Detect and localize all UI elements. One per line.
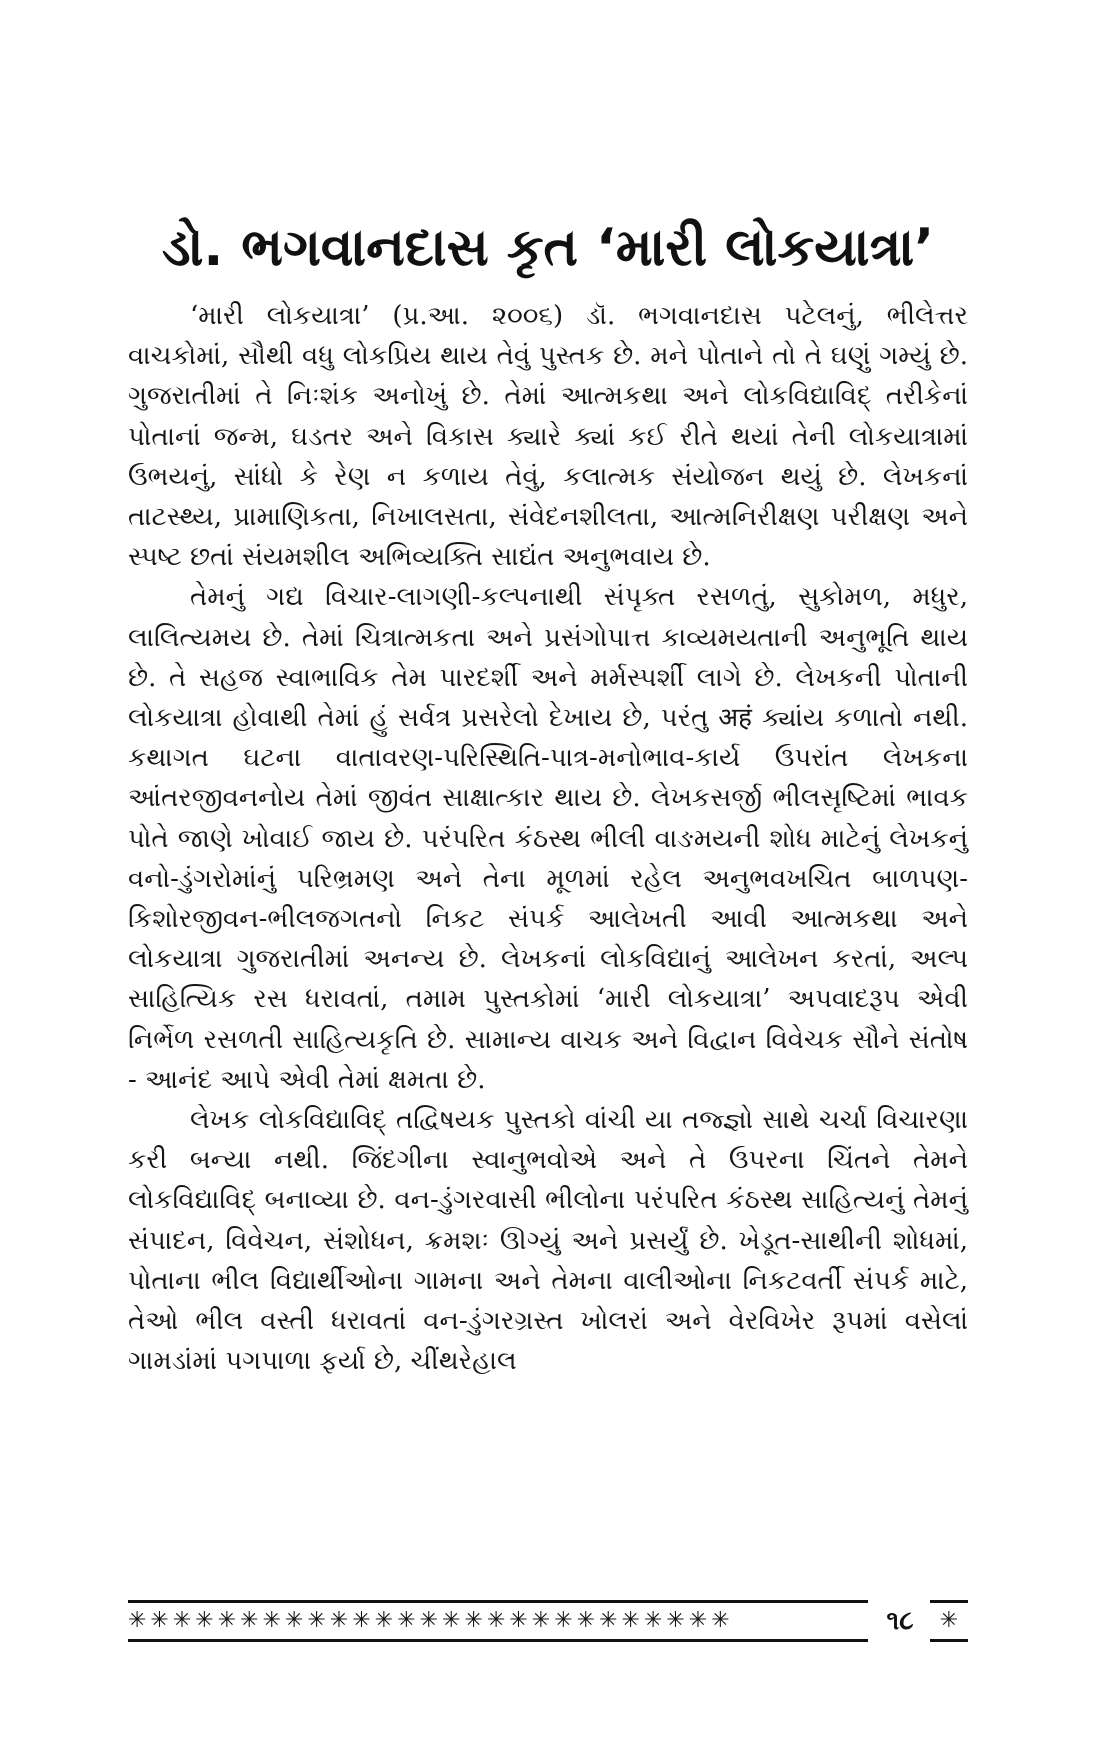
page-footer [128, 1600, 968, 1640]
page-number: ૧૮ [886, 1606, 914, 1636]
paragraph-3: લેખક લોકવિદ્યાવિદ્ તદ્વિષયક પુસ્તકો વાંચી યા તજ્જ્ઞો સાથે ચર્ચા વિચારણા કરી બન્યા નથી. જિંદગીના સ્વાનુભવોએ અને તે ઉપરના ચિંતને તેમને લોકવિદ્યાવિદ્ બનાવ્યા છે. વન-ડુંગરવાસી ભીલોના પરંપરિત કંઠસ્થ સાહિત્યનું તેમનું સંપાદન, વિવેચન, સંશોધન, ક્રમશઃ ઊગ્યું અને પ્રસર્યું છે. ખેડૂત-સાથીની શોધમાં, પોતાના ભીલ વિદ્યાર્થીઓના ગામના અને તેમના વાલીઓના નિકટવર્તી સંપર્ક માટે, તેઓ ભીલ વસ્તી ધરાવતાં વન-ડુંગરગ્રસ્ત ખોલરાં અને વેરવિખેર રૂપમાં વસેલાં ગામડાંમાં પગપાળા ફર્યા છે, ચીંથરેહાલ [128, 1105, 968, 1377]
footer-ornament-left: ✳✳✳✳✳✳✳✳✳✳✳✳✳✳✳✳✳✳✳✳✳✳✳✳✳✳✳ [128, 1600, 868, 1642]
paragraph-2: તેમનું ગદ્ય વિચાર-લાગણી-કલ્પનાથી સંપૃક્ત રસળતું, સુકોમળ, મધુર, લાલિત્યમય છે. તેમાં ચિત્રાત્મકતા અને પ્રસંગોપાત્ત કાવ્યમયતાની અનુભૂતિ થાય છે. તે સહજ સ્વાભાવિક તેમ પારદર્શી અને મર્મસ્પર્શી લાગે છે. લેખકની પોતાની લોકયાત્રા હોવાથી તેમાં હું સર્વત્ર પ્રસરેલો દેખાય છે, પરંતુ अहं ક્યાંય કળાતો નથી. કથાગત ઘટના વાતાવરણ-પરિસ્થિતિ-પાત્ર-મનોભાવ-કાર્ય ઉપરાંત લેખકના આંતરજીવનનોય તેમાં જીવંત સાક્ષાત્કાર થાય છે. લેખકસર્જી ભીલસૃષ્ટિમાં ભાવક પોતે જાણે ખોવાઈ જાય છે. પરંપરિત કંઠસ્થ ભીલી વાઙમયની શોધ માટેનું લેખકનું વનો-ડુંગરોમાંનું પરિભ્રમણ અને તેના મૂળમાં રહેલ અનુભવખચિત બાળપણ-કિશોરજીવન-ભીલજગતનો નિકટ સંપર્ક આલેખતી આવી આત્મકથા અને લોકયાત્રા ગુજરાતીમાં અનન્ય છે. લેખકનાં લોકવિદ્યાનું આલેખન કરતાં, અલ્પ સાહિત્યિક રસ ધરાવતાં, તમામ પુસ્તકોમાં ‘મારી લોકયાત્રા’ અપવાદરૂપ એવી નિર્ભેળ રસળતી સાહિત્યકૃતિ છે. સામાન્ય વાચક અને વિદ્વાન વિવેચક સૌને સંતોષ - આનંદ આપે એવી તેમાં ક્ષમતા છે. [128, 582, 968, 1095]
chapter-body [128, 296, 968, 1381]
footer-ornament-right: ✳ [930, 1600, 968, 1642]
book-page [128, 0, 968, 1754]
chapter-title: ડો. ભગવાનદાસ કૃત ‘મારી લોકયાત્રા’ [161, 217, 935, 278]
paragraph-1: ‘મારી લોકયાત્રા’ (પ્ર.આ. ૨૦૦૬) ડૉ. ભગવાનદાસ પટેલનું, ભીલેત્તર વાચકોમાં, સૌથી વધુ લોકપ્રિય થાય તેવું પુસ્તક છે. મને પોતાને તો તે ઘણું ગમ્યું છે. ગુજરાતીમાં તે નિઃશંક અનોખું છે. તેમાં આત્મકથા અને લોકવિદ્યાવિદ્ તરીકેનાં પોતાનાં જન્મ, ઘડતર અને વિકાસ ક્યારે ક્યાં કઈ રીતે થયાં તેની લોકયાત્રામાં ઉભયનું, સાંધો કે રેણ ન કળાય તેવું, કલાત્મક સંયોજન થયું છે. લેખકનાં તાટસ્થ્ય, પ્રામાણિકતા, નિખાલસતા, સંવેદનશીલતા, આત્મનિરીક્ષણ પરીક્ષણ અને સ્પષ્ટ છતાં સંયમશીલ અભિવ્યક્તિ સાદ્યંત અનુભવાય છે. [128, 301, 968, 573]
